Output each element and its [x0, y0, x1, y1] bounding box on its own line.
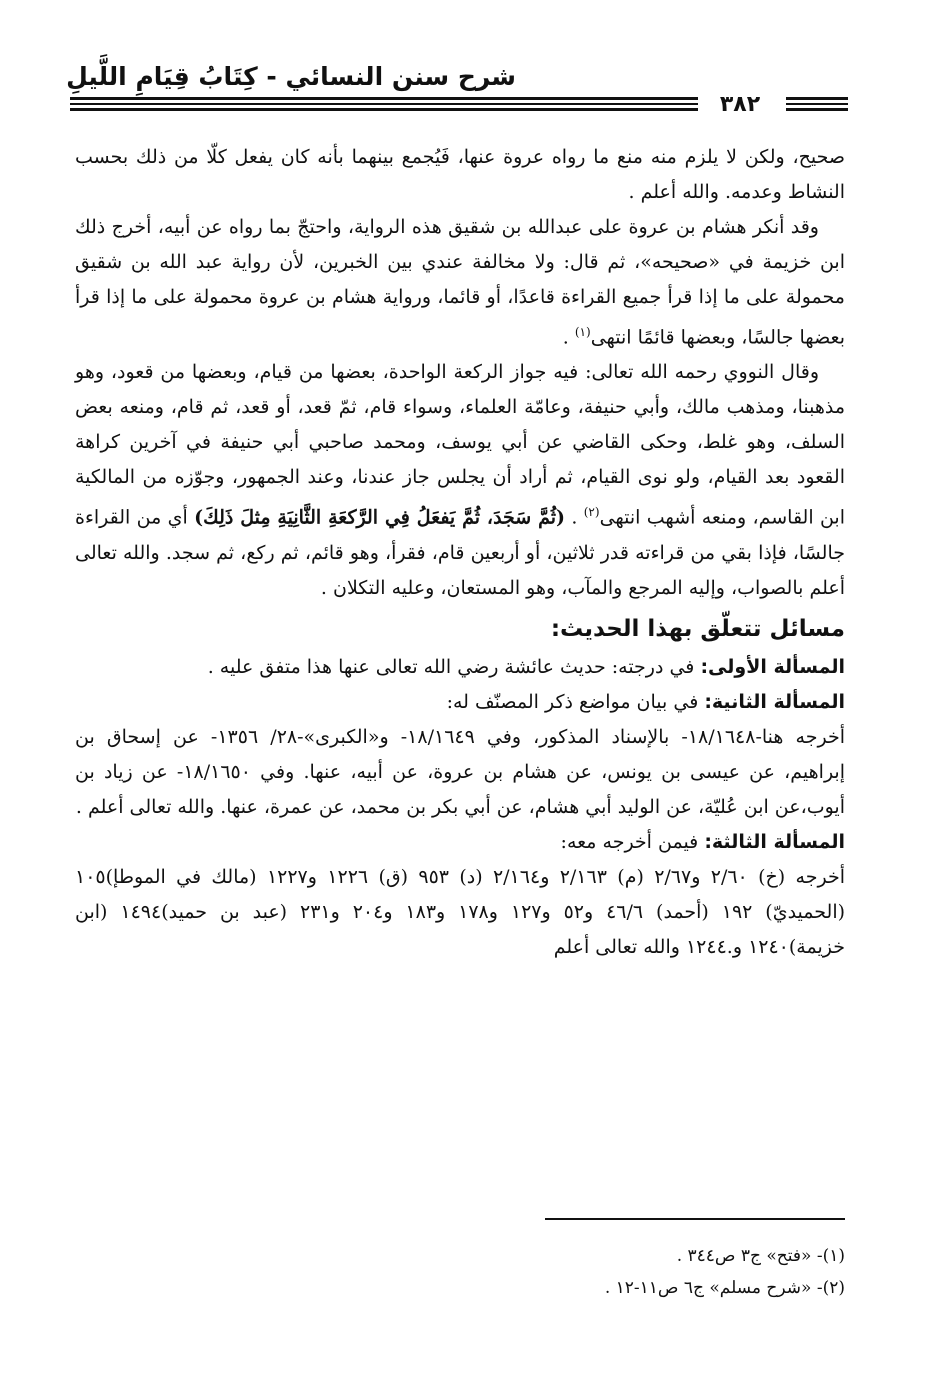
running-header-title: شرح سنن النسائي - كِتَابُ قِيَامِ اللَّيلِ: [66, 62, 516, 91]
issue-2: [75, 685, 845, 720]
header-rule: [70, 108, 698, 111]
footnote-ref[interactable]: (١): [574, 325, 591, 339]
paragraph-text: .: [565, 506, 584, 529]
footnote-1: (١)- «فتح» ج٣ ص٣٤٤ .: [676, 1246, 845, 1266]
paragraph-text: وقد أنكر هشام بن عروة على عبدالله بن شقيق هذه الرواية، واحتجّ بما رواه عن أبيه، أخرج ذلك ابن خزيمة في «صحيحه»، ثم قال: ولا مخالفة عندي بين الخبرين، لأن رواية عبد الله بن شقيق محمولة على ما إذا قرأ جميع القراءة قاعدًا، أو قائما، ورواية هشام بن عروة محمولة على ما إذا قرأ بعضها جالسًا، وبعضها قائمًا انتهى: [75, 216, 845, 349]
page-number: ٣٨٢: [700, 92, 780, 118]
header-rule: [70, 103, 698, 105]
header-rule: [786, 108, 848, 111]
paragraph: صحيح، ولكن لا يلزم منه منع ما رواه عروة عنها، فَيُجمع بينهما بأنه كان يفعل كلّا من ذلك بحسب النشاط وعدمه. والله أعلم .: [75, 146, 845, 203]
paragraph: [75, 210, 845, 355]
header-rule: [786, 103, 848, 105]
main-text: [75, 140, 845, 965]
issue-text: فيمن أخرجه معه:: [560, 830, 705, 853]
paragraph-text: أي من القراءة جالسًا، فإذا بقي من قراءته قدر ثلاثين، أو أربعين قام، فقرأ، وهو قائم، ثم ركع، ثم سجد. والله تعالى أعلم بالصواب، وإليه المرجع والمآب، وهو المستعان، وعليه التكلان .: [75, 506, 845, 599]
issue-text: في بيان مواضع ذكر المصنّف له:: [446, 690, 705, 713]
issue-label: المسألة الثالثة:: [704, 830, 845, 853]
issue-3: [75, 825, 845, 860]
hadith-quote: (ثُمَّ سَجَدَ، ثُمَّ يَفعَلُ فِي الرَّكعَةِ الثَّانِيَةِ مِثلَ ذَلِكَ): [194, 506, 566, 529]
paragraph-text: .: [562, 326, 575, 349]
issue-label: المسألة الثانية:: [704, 690, 845, 713]
footnotes: [400, 1240, 845, 1304]
issue-text: في درجته: حديث عائشة رضي الله تعالى عنها هذا متفق عليه .: [207, 655, 701, 678]
issue-3-body: أخرجه (خ) ٢/٦٠ و٢/٦٧ (م) ٢/١٦٣ و٢/١٦٤ (د) ٩٥٣ (ق) ١٢٢٦ و١٢٢٧ (مالك في الموطإ)١٠٥ (الحميديّ) ١٩٢ (أحمد) ٤٦/٦ و٥٢ و١٢٧ و١٧٨ و١٨٣ و٢٠٤ و٢٣١ (عبد بن حميد)١٤٩٤ (ابن خزيمة)١٢٤٠ و.١٢٤٤ والله تعالى أعلم: [75, 865, 846, 958]
issue-2-body: أخرجه هنا-١٨/١٦٤٨- بالإسناد المذكور، وفي ١٨/١٦٤٩- و«الكبرى»-٢٨/ ١٣٥٦- عن إسحاق بن إبراهيم، عن عيسى بن يونس، عن هشام بن عروة، عن أبيه، عنها. وفي ١٨/١٦٥٠- عن زياد بن أيوب،عن ابن عُليّة، عن الوليد أبي هشام، عن أبي بكر بن محمد، عن عمرة، عنها. والله تعالى أعلم .: [75, 725, 845, 818]
section-heading: مسائل تتعلّق بهذا الحديث:: [550, 615, 845, 642]
issue-1: [75, 650, 845, 685]
paragraph-text: وقال النووي رحمه الله تعالى: فيه جواز الركعة الواحدة، بعضها من قيام، وبعضها من قعود، وهو مذهبنا، ومذهب مالك، وأبي حنيفة، وعامّة العلماء، وسواء قام، ثمّ قعد، أو قعد، ثم قام، ومنعه بعض السلف، وهو غلط، وحكى القاضي عن أبي يوسف، ومحمد صاحبي أبي حنيفة في آخرين كراهة القعود بعد القيام، ولو نوى القيام، ثم أراد أن يجلس جاز عندنا، وعند الجمهور، وجوّزه من المالكية ابن القاسم، ومنعه أشهب انتهى: [75, 361, 845, 529]
footnote-ref[interactable]: (٢): [583, 505, 600, 520]
issue-label: المسألة الأولى:: [700, 655, 845, 678]
paragraph: [75, 355, 845, 605]
footnote-separator: [545, 1218, 845, 1220]
header-rule: [786, 97, 848, 100]
footnote-2: (٢)- «شرح مسلم» ج٦ ص١١-١٢ .: [604, 1278, 845, 1298]
header-rule: [70, 97, 698, 100]
